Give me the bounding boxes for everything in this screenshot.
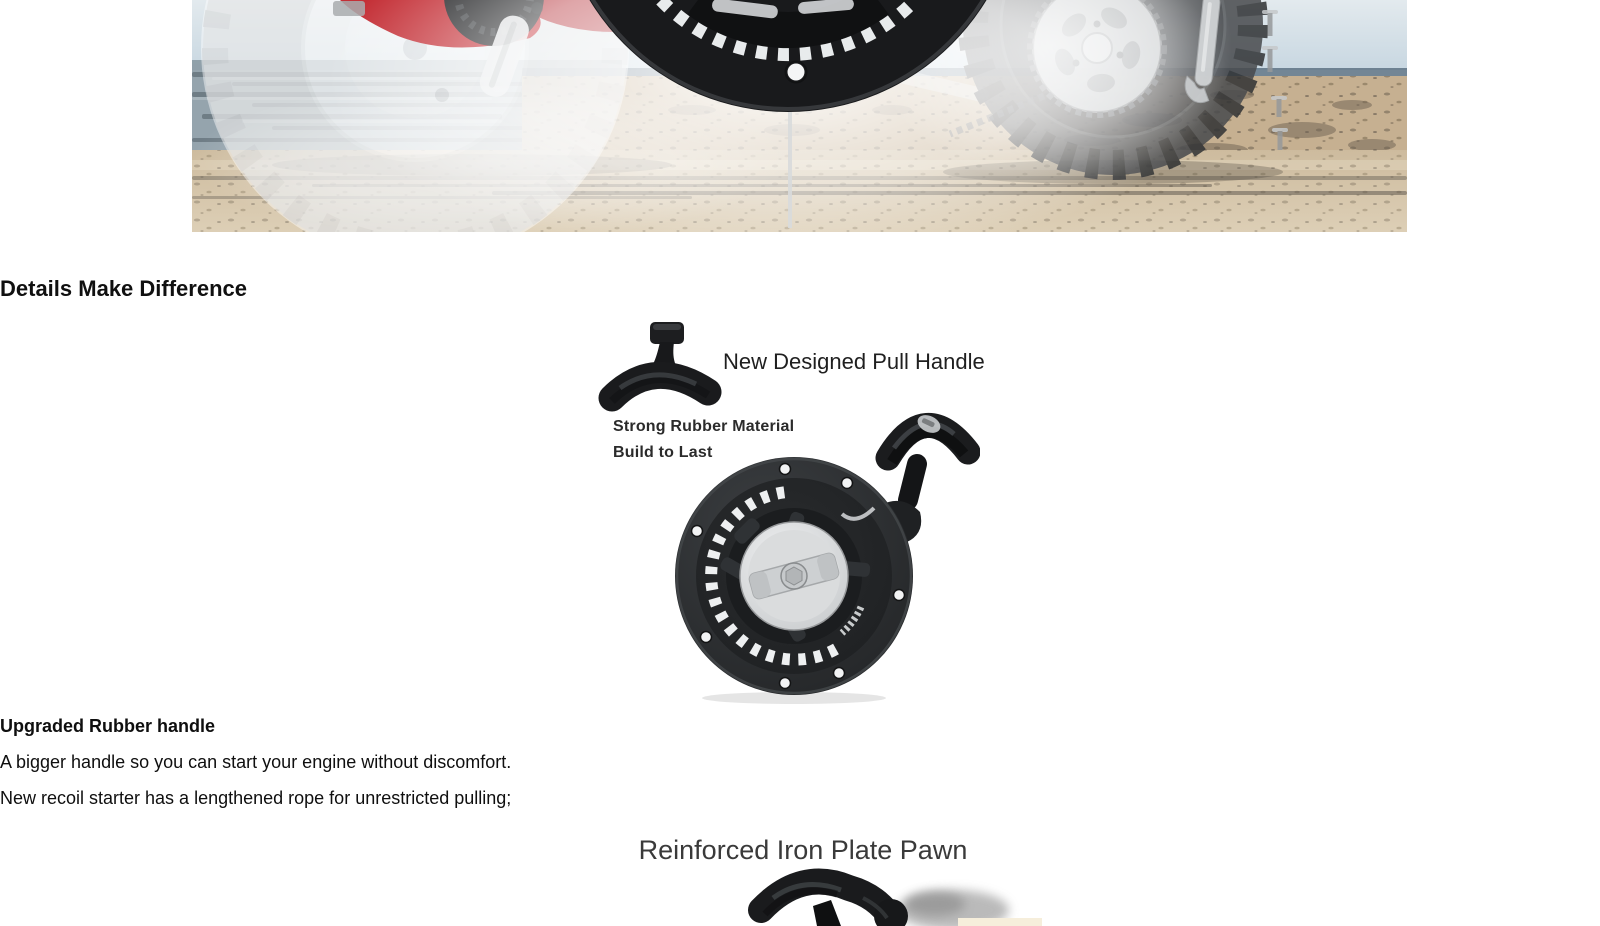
recoil-starter <box>675 457 913 695</box>
iron-pawn-product-image <box>745 866 1055 926</box>
hero-beach-scene <box>192 0 1407 232</box>
iron-pawn-handle-illustration <box>745 866 1055 926</box>
pull-handle <box>612 322 708 401</box>
annotation-line1: Strong Rubber Material <box>613 418 795 435</box>
annotation-title: New Designed Pull Handle <box>723 349 985 374</box>
annotation-line2: Build to Last <box>613 444 713 461</box>
feature-body-line1: A bigger handle so you can start your engine without discomfort. <box>0 752 512 772</box>
iron-pawn-handle <box>761 882 908 926</box>
starter-rope <box>788 108 792 228</box>
feature-body-line2: New recoil starter has a lengthened rope for unrestricted pulling; <box>0 788 512 808</box>
feature-copy <box>0 708 511 816</box>
hero-product-photo <box>192 0 1407 232</box>
attached-handle <box>888 412 968 500</box>
next-section-image-sliver <box>958 918 1042 926</box>
iron-pawn-caption: Reinforced Iron Plate Pawn <box>638 835 968 865</box>
section-heading: Details Make Difference <box>0 276 247 301</box>
feature-heading: Upgraded Rubber handle <box>0 716 216 736</box>
